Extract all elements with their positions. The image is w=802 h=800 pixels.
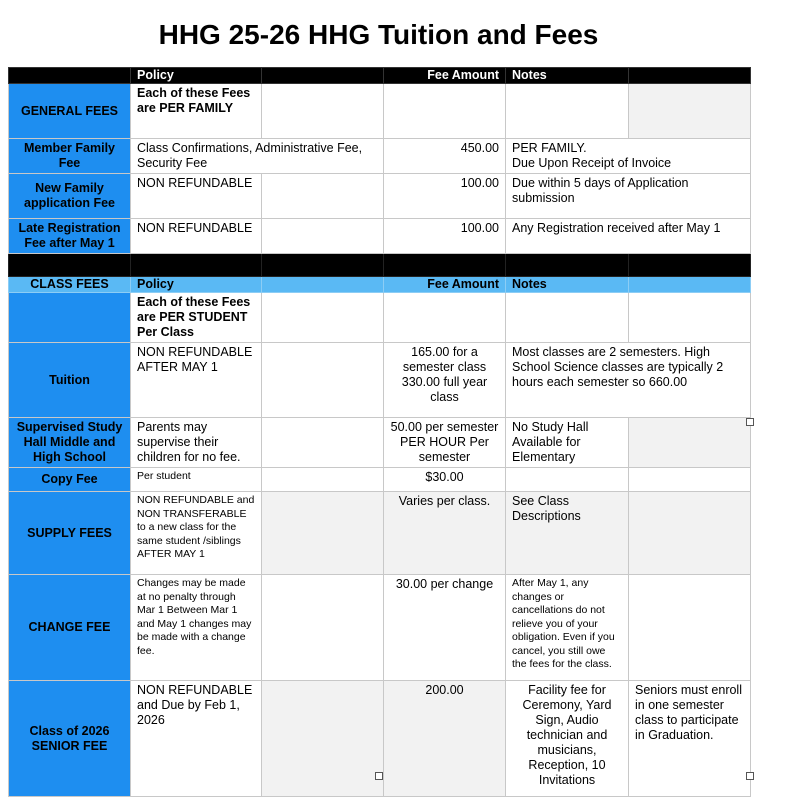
resize-handle-bottom[interactable] [375,772,383,780]
header-notes-2: Notes [506,277,629,293]
copy-policy: Per student [131,468,262,492]
resize-handle-corner[interactable] [746,772,754,780]
row-label-change-fee: CHANGE FEE [9,575,131,681]
fees-table [8,67,751,797]
table-row [9,468,751,492]
perstudent-policy: Each of these Fees are PER STUDENT Per Class [131,293,262,343]
tuition-notes: Most classes are 2 semesters. High School Science classes are typically 2 hours each semester so 660.00 [506,343,751,418]
table-row [9,219,751,254]
newfamily-notes: Due within 5 days of Application submission [506,174,751,219]
tuition-policy: NON REFUNDABLE AFTER MAY 1 [131,343,262,418]
member-amount: 450.00 [384,139,506,174]
header-notes: Notes [506,68,629,84]
row-label-member-fee: Member Family Fee [9,139,131,174]
senior-amount: 200.00 [384,681,506,797]
supply-policy: NON REFUNDABLE and NON TRANSFERABLE to a new class for the same student /siblings AFTER MAY 1 [131,492,262,575]
row-label-late-registration: Late Registration Fee after May 1 [9,219,131,254]
table-row [9,139,751,174]
table-row [9,293,751,343]
study-notes: No Study Hall Available for Elementary [506,418,629,468]
senior-notes: Facility fee for Ceremony, Yard Sign, Audio technician and musicians, Reception, 10 Invitations [506,681,629,797]
header-policy: Policy [131,68,262,84]
class-fees-header-row [9,277,751,293]
change-policy: Changes may be made at no penalty through Mar 1 Between Mar 1 and May 1 changes may be made with a change fee. [131,575,262,681]
newfamily-amount: 100.00 [384,174,506,219]
tuition-amount: 165.00 for a semester class 330.00 full year class [384,343,506,418]
late-policy: NON REFUNDABLE [131,219,262,254]
row-label-tuition: Tuition [9,343,131,418]
study-policy: Parents may supervise their children for no fee. [131,418,262,468]
row-label-general-fees: GENERAL FEES [9,84,131,139]
late-amount: 100.00 [384,219,506,254]
row-label-senior-fee: Class of 2026 SENIOR FEE [9,681,131,797]
supply-notes: See Class Descriptions [506,492,629,575]
general-policy: Each of these Fees are PER FAMILY [131,84,262,139]
study-amount: 50.00 per semester PER HOUR Per semester [384,418,506,468]
change-amount: 30.00 per change [384,575,506,681]
change-notes: After May 1, any changes or cancellations do not relieve you of your obligation. Even if you cancel, you still owe the fees for the class. [506,575,629,681]
document-title: HHG 25-26 HHG Tuition and Fees [158,19,599,50]
header-fee-amount: Fee Amount [384,68,506,84]
senior-notes-extra: Seniors must enroll in one semester class to participate in Graduation. [629,681,751,797]
row-label-study-hall: Supervised Study Hall Middle and High School [9,418,131,468]
supply-amount: Varies per class. [384,492,506,575]
member-notes: PER FAMILY. Due Upon Receipt of Invoice [506,139,751,174]
newfamily-policy: NON REFUNDABLE [131,174,262,219]
header-fee-amount-2: Fee Amount [384,277,506,293]
separator-row [9,254,751,277]
table-row [9,418,751,468]
header-policy-2: Policy [131,277,262,293]
senior-policy: NON REFUNDABLE and Due by Feb 1, 2026 [131,681,262,797]
table-row [9,575,751,681]
table-row [9,492,751,575]
copy-amount: $30.00 [384,468,506,492]
late-notes: Any Registration received after May 1 [506,219,751,254]
resize-handle-right[interactable] [746,418,754,426]
row-label-supply-fees: SUPPLY FEES [9,492,131,575]
header-empty [9,68,131,84]
header-class-fees: CLASS FEES [9,277,131,293]
table-row [9,84,751,139]
table-row [9,174,751,219]
row-label-copy-fee: Copy Fee [9,468,131,492]
table-row [9,343,751,418]
row-label-new-family: New Family application Fee [9,174,131,219]
header-row [9,68,751,84]
member-policy: Class Confirmations, Administrative Fee, Security Fee [131,139,384,174]
